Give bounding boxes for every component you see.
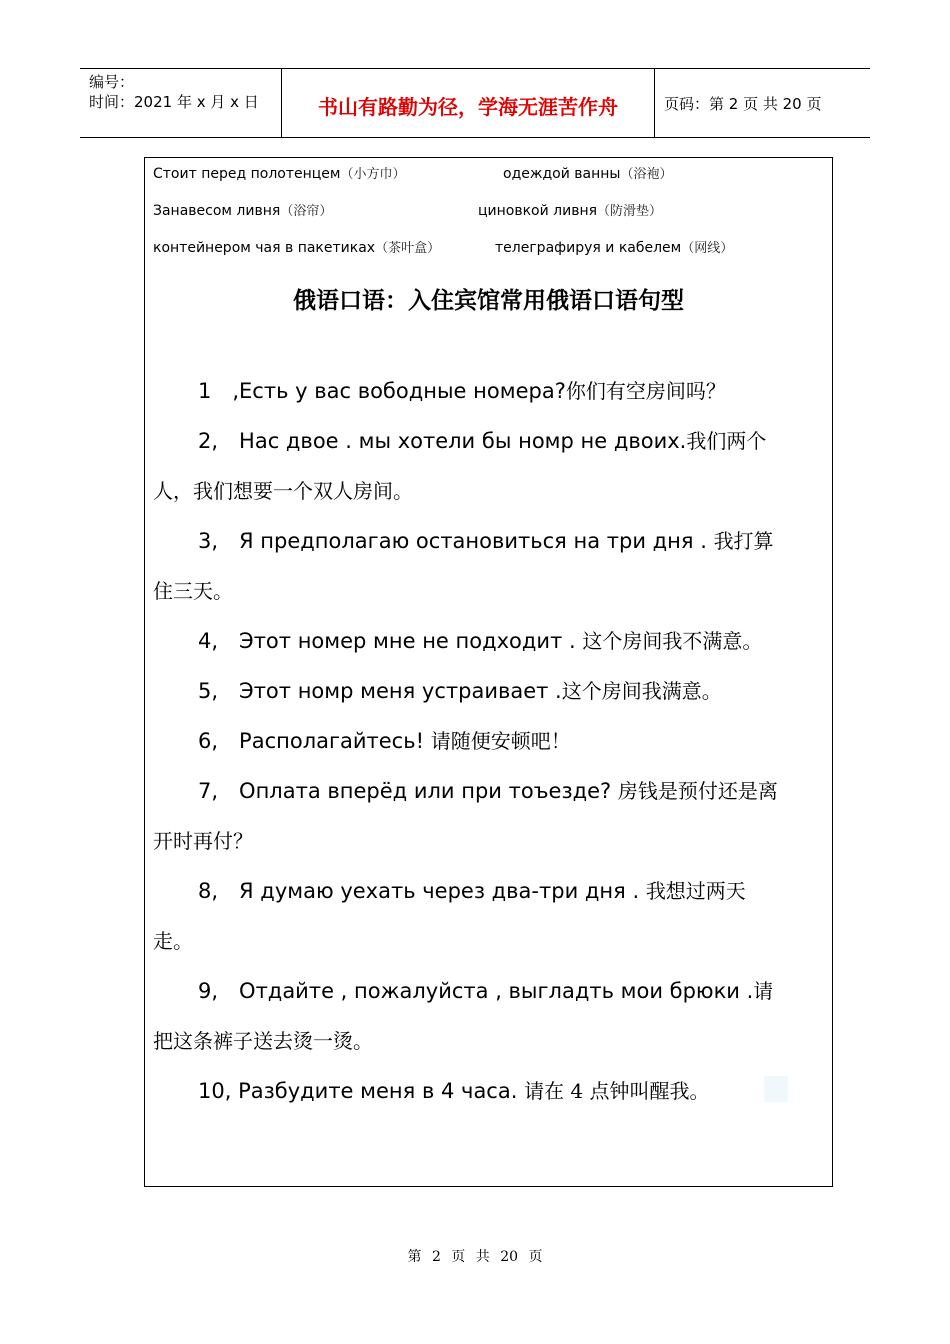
phrase-line: 2, Нас двое . мы хотели бы номр не двоих.我们两个 bbox=[198, 429, 767, 453]
header-meta bbox=[89, 72, 259, 112]
page-header bbox=[80, 68, 870, 138]
header-divider bbox=[654, 69, 655, 137]
phrase-line: 8, Я думаю уехать через два-три дня . 我想过两天 bbox=[198, 879, 746, 903]
vocab-item: телеграфируя и кабелем（网线） bbox=[495, 240, 734, 256]
vocab-item: Стоит перед полотенцем（小方巾） bbox=[153, 166, 406, 182]
phrase-line: 9, Отдайте , пожалуйста , выгладть мои брюки .请 bbox=[198, 979, 774, 1003]
phrase-line: 1 ,Есть у вас вободные номера?你们有空房间吗？ bbox=[198, 379, 726, 403]
page-title: 俄语口语：入住宾馆常用俄语口语句型 bbox=[293, 287, 684, 314]
phrase-line: 5, Этот номр меня устраивает .这个房间我满意。 bbox=[198, 679, 722, 703]
text-highlight-mark bbox=[764, 1076, 788, 1102]
phrase-line: 3, Я предполагаю остановиться на три дня . 我打算 bbox=[198, 529, 774, 553]
phrase-list bbox=[153, 366, 825, 1116]
content-box bbox=[144, 157, 833, 1187]
phrase-line: 7, Оплата вперёд или при тоъезде? 房钱是预付还是离 bbox=[198, 779, 778, 803]
phrase-line: 人，我们想要一个双人房间。 bbox=[153, 479, 413, 503]
phrase-line: 把这条裤子送去烫一烫。 bbox=[153, 1029, 373, 1053]
vocab-item: одеждой ванны（浴袍） bbox=[503, 166, 673, 182]
time-label: 时间：2021 年 x 月 x 日 bbox=[89, 93, 259, 111]
phrase-line: 4, Этот номер мне не подходит . 这个房间我不满意。 bbox=[198, 629, 763, 653]
vocab-item: Занавесом ливня（浴帘） bbox=[153, 203, 333, 219]
phrase-line: 走。 bbox=[153, 929, 193, 953]
vocab-item: циновкой ливня（防滑垫） bbox=[478, 203, 663, 219]
header-page-code: 页码：第 2 页 共 20 页 bbox=[664, 95, 822, 113]
phrase-line: 6, Располагайтесь! 请随便安顿吧！ bbox=[198, 729, 571, 753]
header-motto: 书山有路勤为径，学海无涯苦作舟 bbox=[318, 95, 618, 119]
phrase-line: 开时再付？ bbox=[153, 829, 253, 853]
vocab-item: контейнером чая в пакетиках（茶叶盒） bbox=[153, 240, 441, 256]
number-label: 编号： bbox=[89, 73, 135, 91]
phrase-line: 住三天。 bbox=[153, 579, 233, 603]
page-footer: 第 2 页 共 20 页 bbox=[407, 1249, 543, 1265]
phrase-line: 10, Разбудите меня в 4 часа. 请在 4 点钟叫醒我。 bbox=[198, 1079, 710, 1103]
